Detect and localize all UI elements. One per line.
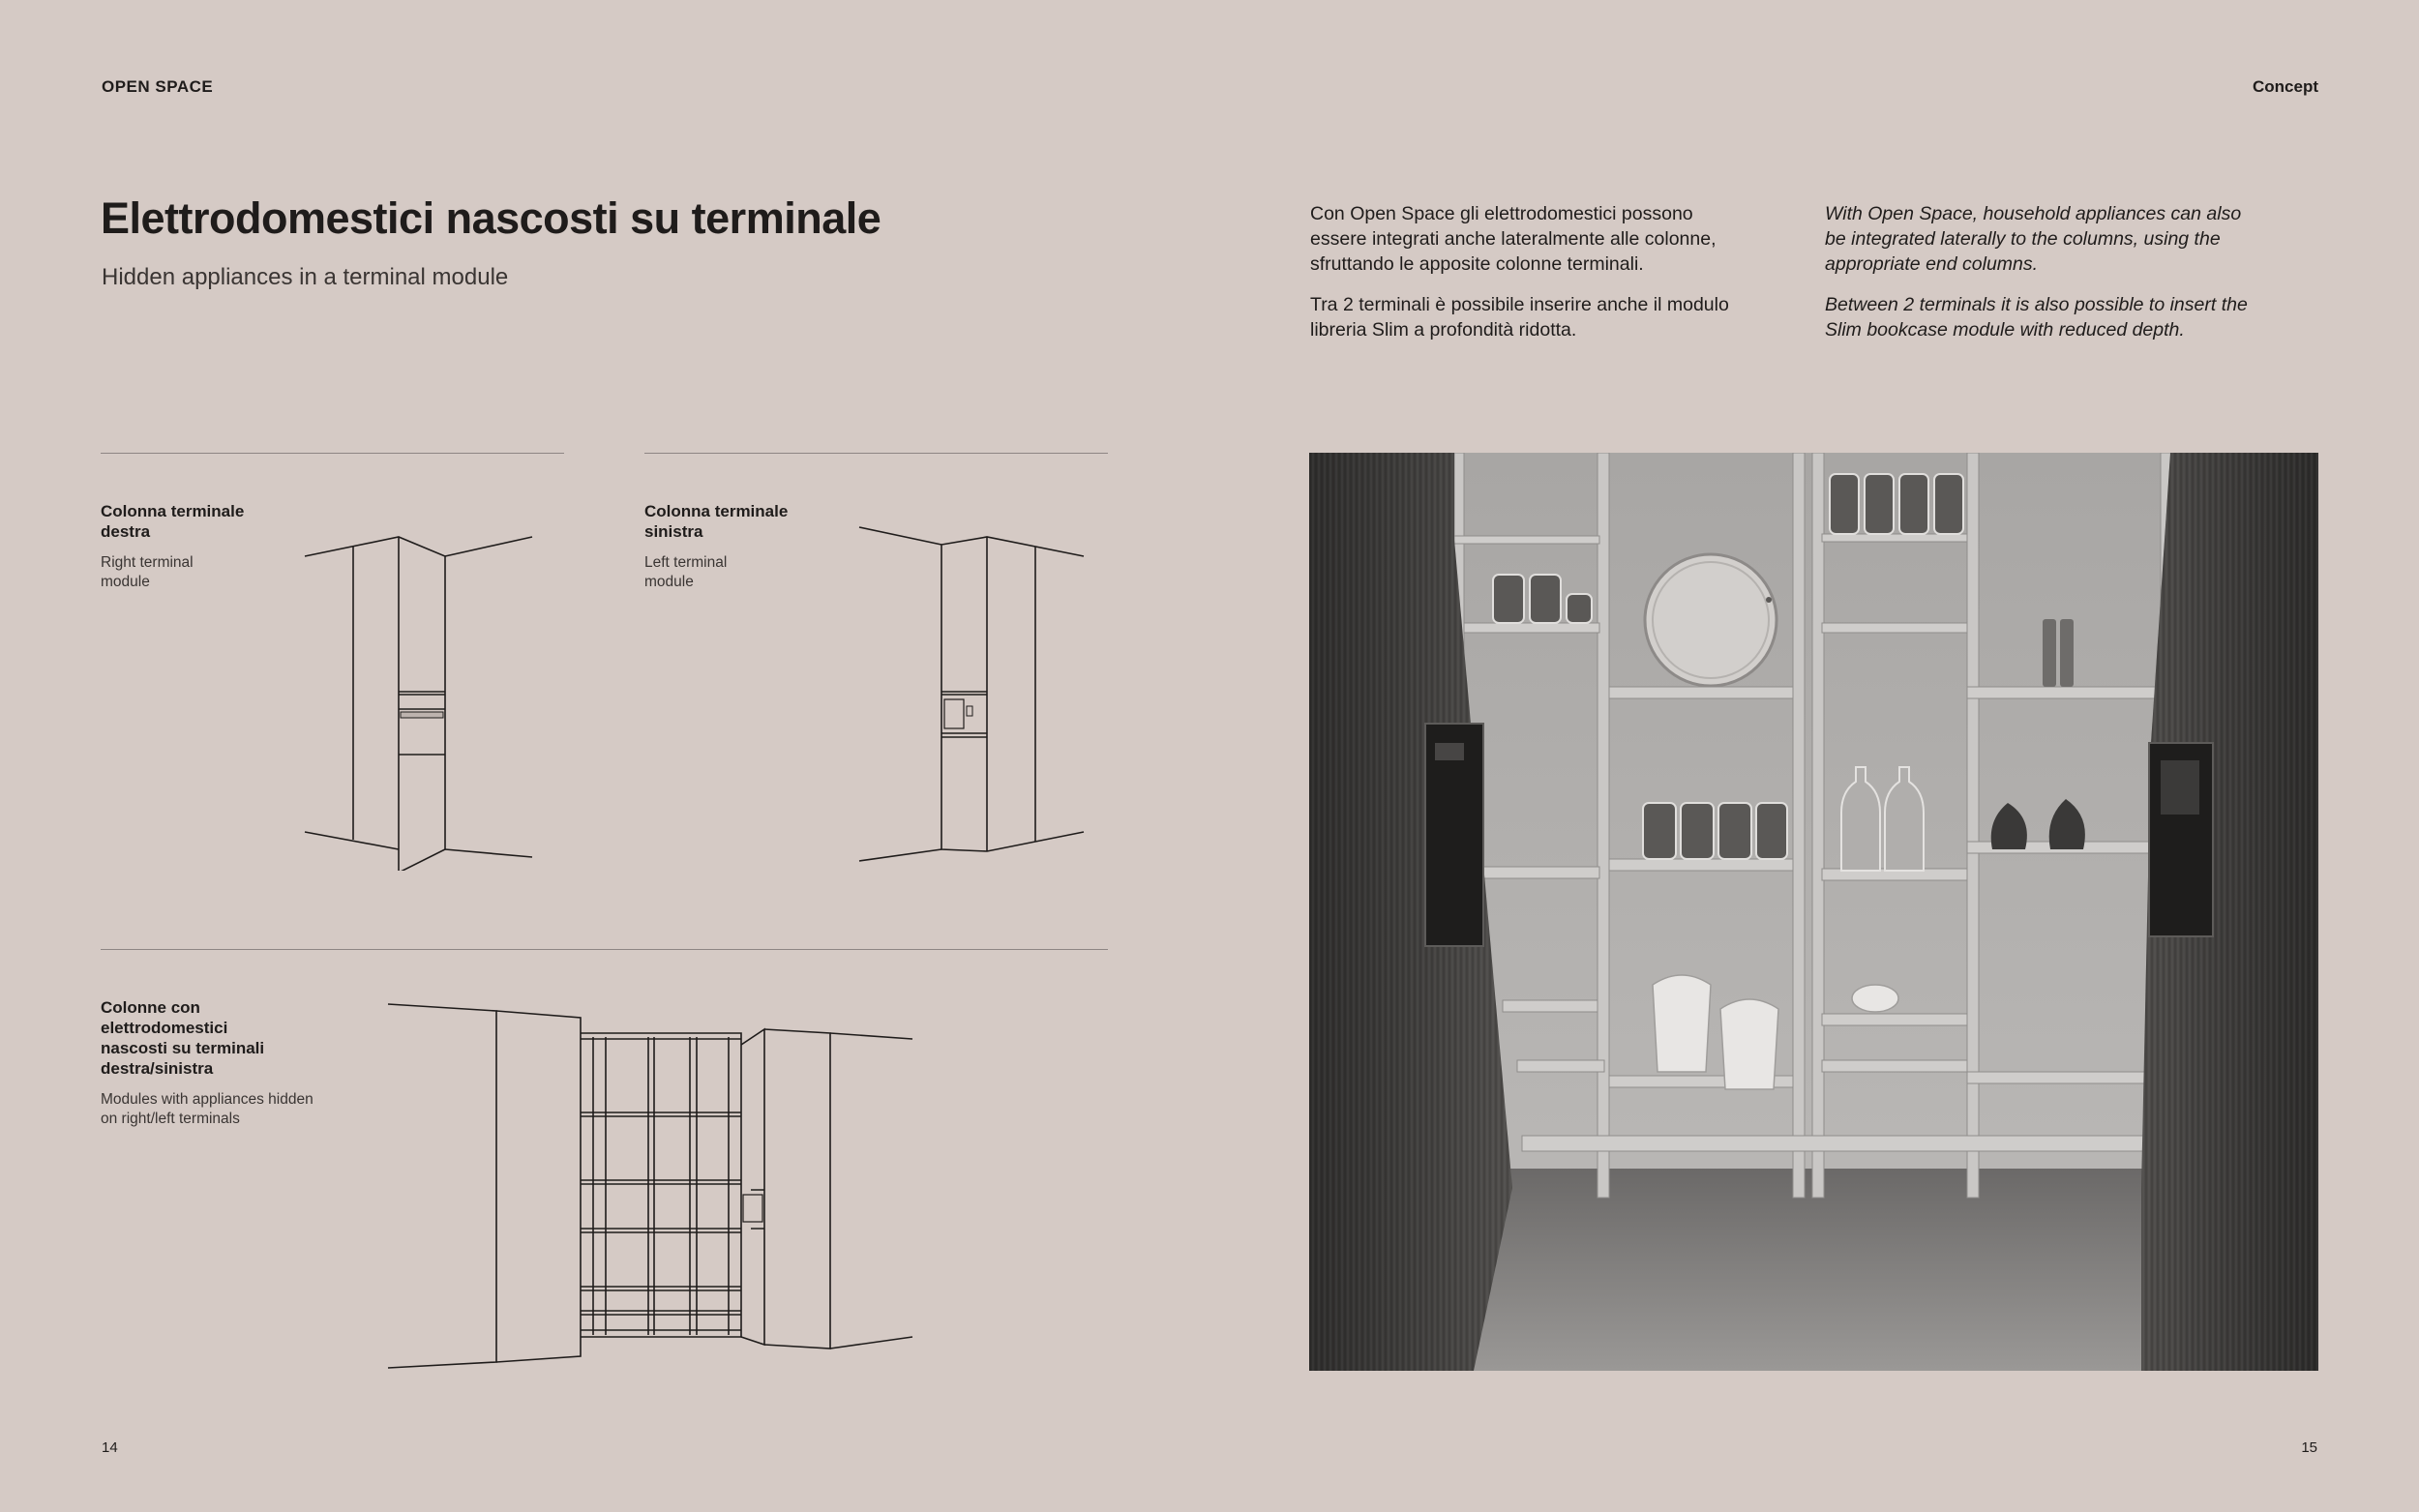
divider — [644, 453, 1108, 454]
page-subtitle: Hidden appliances in a terminal module — [102, 264, 509, 290]
description-it-paragraph: Tra 2 terminali è possibile inserire anche il modulo libreria Slim a profondità ridotta. — [1310, 294, 1729, 341]
divider — [101, 949, 1108, 950]
description-italian — [1310, 201, 1736, 358]
bookcase-photo — [1309, 453, 2318, 1371]
caption-title: Colonna terminale destra — [101, 502, 245, 541]
caption-subtitle: Left terminal module — [644, 554, 728, 590]
diagram-caption-both — [101, 997, 314, 1129]
description-english — [1825, 201, 2251, 358]
description-en-paragraph: With Open Space, household appliances can also be integrated laterally to the columns, using the appropriate end columns. — [1825, 203, 2242, 275]
caption-title: Colonna terminale sinistra — [644, 502, 789, 541]
section-label: Concept — [2253, 77, 2318, 96]
diagram-caption-right — [101, 501, 284, 592]
page-number-right: 15 — [2301, 1439, 2317, 1456]
page-number-left: 14 — [102, 1439, 118, 1456]
description-en-paragraph: Between 2 terminals it is also possible to insert the Slim bookcase module with reduced depth. — [1825, 294, 2248, 341]
bookcase-illustration — [1309, 453, 2318, 1371]
double-terminal-drawing — [385, 996, 927, 1379]
caption-subtitle: Modules with appliances hidden on right/left terminals — [101, 1091, 314, 1127]
right-terminal-drawing — [300, 522, 542, 871]
diagram-caption-left — [644, 501, 828, 592]
brand-label: OPEN SPACE — [102, 77, 214, 96]
description-it-paragraph: Con Open Space gli elettrodomestici possono essere integrati anche lateralmente alle colonne, sfruttando le apposite colonne terminali. — [1310, 203, 1717, 275]
divider — [101, 453, 564, 454]
caption-subtitle: Right terminal module — [101, 554, 194, 590]
caption-title: Colonne con elettrodomestici nascosti su terminali destra/sinistra — [101, 998, 265, 1078]
left-terminal-drawing — [856, 522, 1089, 871]
page-title: Elettrodomestici nascosti su terminale — [101, 193, 881, 243]
